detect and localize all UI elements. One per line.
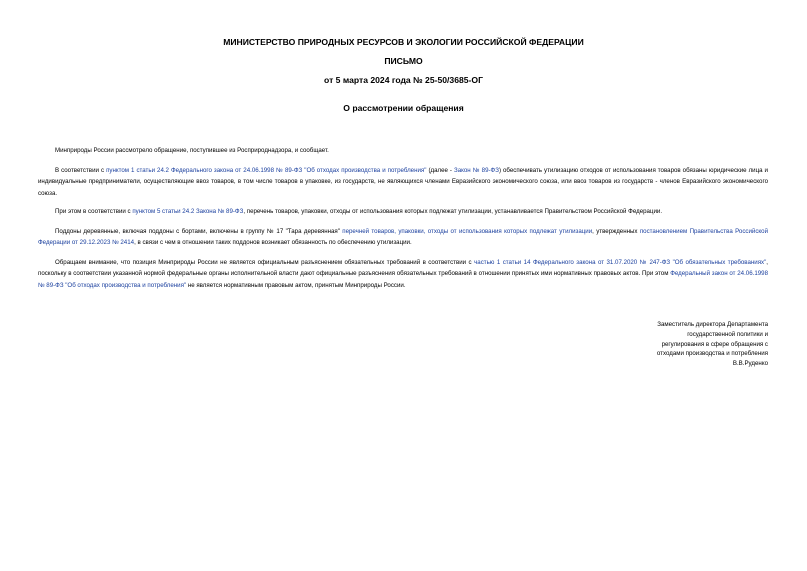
text: (далее - <box>426 167 455 174</box>
signature-line: регулирования в сфере обращения с <box>661 340 768 348</box>
signer-name: В.В.Руденко <box>732 360 768 368</box>
text: В соответствии с <box>55 167 107 174</box>
text: , перечень товаров, упаковки, отходы от использования которых подлежат утилизации, устанавливается Правительством Российской Федерации. <box>243 208 663 215</box>
ministry-heading: МИНИСТЕРСТВО ПРИРОДНЫХ РЕСУРСОВ И ЭКОЛОГИИ РОССИЙСКОЙ ФЕДЕРАЦИИ <box>223 37 584 47</box>
goods-list-link[interactable]: перечней товаров, упаковки, отходы от использования которых подлежат утилизации <box>342 228 593 235</box>
paragraph-pallets <box>38 226 768 249</box>
signature-line: отходами производства и потребления <box>656 350 768 358</box>
document-date-number: от 5 марта 2024 года № 25-50/3685-ОГ <box>324 75 483 85</box>
paragraph-notice <box>38 257 768 291</box>
text: ) обеспечивать утилизацию отходов от использования товаров обязаны юридические лица и индивидуальные предприниматели, осуществляющие ввоз товаров, в том числе товаров в упаковке, из государств, не являющихся членами Евразийского экономического союза, или ввоз товаров из государств - членов Евразийского экономического союза. <box>38 167 768 197</box>
paragraph-government-list <box>38 206 768 217</box>
text: , утвержденных <box>592 228 640 235</box>
paragraph-law-basis <box>38 165 768 199</box>
law-89fz-full-link[interactable]: Федеральный закон от 24.06.1998 № 89-ФЗ "Об отходах производства и потребления" <box>38 270 768 289</box>
text: не является нормативным правовым актом, принятым Минприроды России. <box>186 281 406 289</box>
text: При этом в соответствии с <box>55 208 133 215</box>
document-type: ПИСЬМО <box>384 56 423 66</box>
law-89fz-link[interactable]: Закон № 89-ФЗ <box>454 167 499 174</box>
document-subject: О рассмотрении обращения <box>343 103 464 113</box>
text: , в связи с чем в отношении таких поддонов возникает обязанность по обеспечению утилизации. <box>134 239 412 247</box>
law-247fz-link[interactable]: частью 1 статьи 14 Федерального закона от 31.07.2020 № 247-ФЗ "Об обязательных требованиях" <box>474 259 767 266</box>
signature-line: Заместитель директора Департамента <box>657 321 768 328</box>
text: Обращаем внимание, что позиция Минприроды России не является официальным разъяснением обязательных требований в соответствии с <box>55 259 475 266</box>
signature-block <box>548 320 768 369</box>
signature-line: государственной политики и <box>687 330 768 338</box>
paragraph-intro: Минприроды России рассмотрело обращение, поступившее из Росприроднадзора, и сообщает. <box>55 147 329 154</box>
law-89fz-item5-link[interactable]: пунктом 5 статьи 24.2 Закона № 89-ФЗ <box>132 208 244 215</box>
government-decree-link[interactable]: постановлением Правительства Российской Федерации от 29.12.2023 № 2414 <box>38 228 768 247</box>
text: Поддоны деревянные, включая поддоны с бортами, включены в группу № 17 "Тара деревянная" <box>55 228 343 235</box>
law-89fz-article-link[interactable]: пунктом 1 статьи 24.2 Федерального закона от 24.06.1998 № 89-ФЗ "Об отходах производства и потребления" <box>106 167 427 174</box>
text: , поскольку в соответствии указанной нормой федеральные органы исполнительной власти дают официальные разъяснения обязательных требований в отношении принятых ими нормативных правовых актов. При этом <box>38 259 769 278</box>
